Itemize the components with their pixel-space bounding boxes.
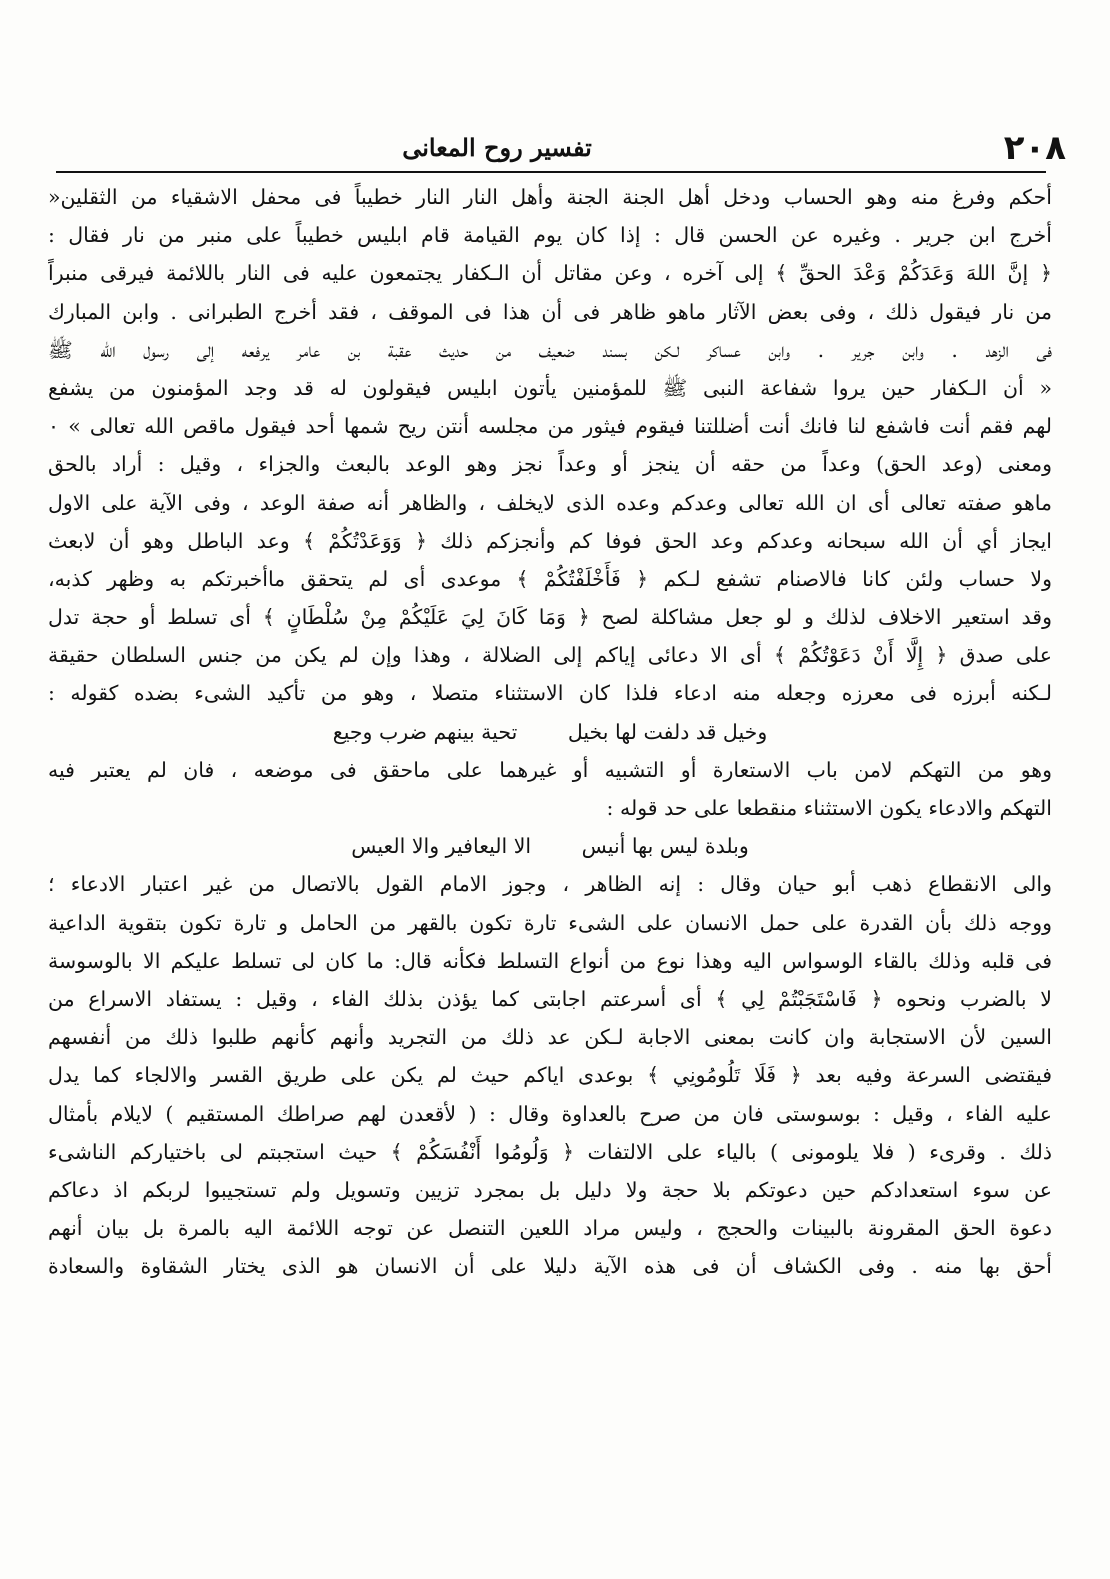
text-line: والى الانقطاع ذهب أبو حيان وقال : إنه الظاهر ، وجوز الامام القول بالاتصال من غير اعتبار الادعاء ؛ bbox=[48, 872, 1052, 897]
text-line: ماهو صفته تعالى أى ان الله تعالى وعدكم وعده الذى لايخلف ، والظاهر أنه صفة الوعد ، وفى الآية على الاول bbox=[48, 490, 1052, 515]
text-line: أخرج ابن جرير . وغيره عن الحسن قال : إذا كان يوم القيامة قام ابليس خطيباً على منبر من نار فقال : bbox=[48, 223, 1052, 248]
page-header bbox=[56, 128, 1066, 168]
text-line: ﴿ إنَّ اللهَ وَعَدَكُمْ وَعْدَ الحقِّ ﴾ إلى آخره ، وعن مقاتل أن الـكفار يجتمعون عليه فى النار باللائمة فيرقى منبراً bbox=[48, 261, 1052, 286]
text-line: عليه الفاء ، وقيل : بوسوستى فان من صرح بالعداوة وقال : ( لأقعدن لهم صراطك المستقيم ) لايلام بأمثال bbox=[48, 1101, 1052, 1126]
text-line: ومعنى (وعد الحق) وعداً من حقه أن ينجز أو وعداً نجز وهو الوعد بالبعث والجزاء ، وقيل : أراد بالحق bbox=[48, 452, 1052, 477]
text-line: فى الزهد . وابن جرير . وابن عساكر لـكن بسند ضعيف من حديث عقبة بن عامر يرفعه إلى رسول الله ﷺ bbox=[48, 337, 1052, 362]
running-title: تفسير روح المعانى bbox=[402, 133, 592, 162]
verse-hemistich: وخيل قد دلفت لها بخيل bbox=[567, 719, 768, 744]
text-line: لـكنه أبرزه فى معرزه وجعله منه ادعاء فلذا كان الاستثناء متصلا ، وهو من تأكيد الشىء بضده كقوله : bbox=[48, 681, 1052, 706]
verse-hemistich: وبلدة ليس بها أنيس bbox=[581, 834, 749, 859]
text-line: السين لأن الاستجابة وان كانت بمعنى الاجابة لـكن عد ذلك من التجريد وأنهم كأنهم طلبوا ذلك من أنفسهم bbox=[48, 1025, 1052, 1050]
text-line: ذلك . وقرىء ( فلا يلومونى ) بالياء على الالتفات ﴿ وَلُومُوا أَنْفُسَكُمْ ﴾ حيث استجبتم لى باختياركم الناشىء bbox=[48, 1139, 1052, 1164]
header-rule bbox=[56, 171, 1046, 173]
text-line: فى قلبه وذلك بالقاء الوسواس اليه وهذا نوع من أنواع التسلط فكأنه قال: ما كان لى تسلط عليكم الا بالوسوسة bbox=[48, 948, 1052, 973]
text-line: عن سوء استعدادكم حين دعوتكم بلا حجة ولا دليل بل بمجرد تزيين وتسويل ولم تستجيبوا لربكم اذ دعاكم bbox=[48, 1177, 1052, 1202]
text-line: ولا حساب ولئن كانا فالاصنام تشفع لـكم ﴿ فَأَخْلَفْتُكُمْ ﴾ موعدى أى لم يتحقق ماأخبرتكم به وظهر كذبه، bbox=[48, 566, 1052, 591]
text-line: ووجه ذلك بأن القدرة على حمل الانسان على الشىء تارة تكون بالقهر من الحامل و تارة تكون بتقوية الداعية bbox=[48, 910, 1052, 935]
text-line: لا بالضرب ونحوه ﴿ فَاسْتَجَبْتُمْ لِي ﴾ أى أسرعتم اجابتى كما يؤذن بذلك الفاء ، وقيل : يستفاد الاسراع من bbox=[48, 986, 1052, 1011]
page-number: ٢٠٨ bbox=[1003, 128, 1066, 168]
text-line: التهكم والادعاء يكون الاستثناء منقطعا على حد قوله : bbox=[606, 796, 1052, 820]
text-line: ايجاز أي أن الله سبحانه وعدكم وعد الحق فوفا كم وأنجزكم ذلك ﴿ وَوَعَدْتُكُمْ ﴾ وعد الباطل وهو أن لابعث bbox=[48, 528, 1052, 553]
text-line: أحكم وفرغ منه وهو الحساب ودخل أهل الجنة الجنة وأهل النار النار خطيباً فى محفل الاشقياء من الثقلين« bbox=[48, 185, 1052, 209]
poetry-verse bbox=[48, 827, 1052, 865]
verse-hemistich: تحية بينهم ضرب وجيع bbox=[332, 719, 518, 744]
text-line: دعوة الحق المقرونة بالبينات والحجج ، وليس مراد اللعين التنصل عن توجه اللائمة اليه بالمرة بل بيان أنهم bbox=[48, 1216, 1052, 1241]
body-text bbox=[48, 178, 1052, 1285]
text-line: وقد استعير الاخلاف لذلك و لو جعل مشاكلة لصح ﴿ وَمَا كَانَ لِيَ عَلَيْكُمْ مِنْ سُلْطَانٍ ﴾ أى تسلط أو حجة تدل bbox=[48, 605, 1052, 630]
text-line: على صدق ﴿ إِلَّا أَنْ دَعَوْتُكُمْ ﴾ أى الا دعائى إياكم إلى الضلالة ، وهذا وإن لم يكن من جنس السلطان حقيقة bbox=[48, 643, 1052, 668]
text-line: فيقتضى السرعة وفيه بعد ﴿ فَلَا تَلُومُونِي ﴾ بوعدى اياكم حيث لم يكن على طريق القسر والالجاء كما يدل bbox=[48, 1063, 1052, 1088]
text-line: وهو من التهكم لامن باب الاستعارة أو التشبيه أو غيرهما على ماحقق فى موضعه ، فان لم يعتبر فيه bbox=[48, 757, 1052, 782]
poetry-verse bbox=[48, 713, 1052, 751]
text-line: « أن الـكفار حين يروا شفاعة النبى ﷺ للمؤمنين يأتون ابليس فيقولون له قد وجد المؤمنون من يشفع bbox=[48, 375, 1052, 400]
verse-hemistich: الا اليعافير والا العيس bbox=[351, 834, 532, 859]
text-line: أحق بها منه . وفى الكشاف أن فى هذه الآية دليلا على أن الانسان هو الذى يختار الشقاوة والسعادة bbox=[48, 1254, 1052, 1279]
text-line: لهم فقم أنت فاشفع لنا فانك أنت أضللتنا فيقوم فيثور من مجلسه أنتن ريح شمها أحد فيقول ماقص الله تعالى » ٠ bbox=[48, 414, 1052, 439]
text-line: من نار فيقول ذلك ، وفى بعض الآثار ماهو ظاهر فى أن هذا فى الموقف ، فقد أخرج الطبرانى . وابن المبارك bbox=[48, 299, 1052, 324]
